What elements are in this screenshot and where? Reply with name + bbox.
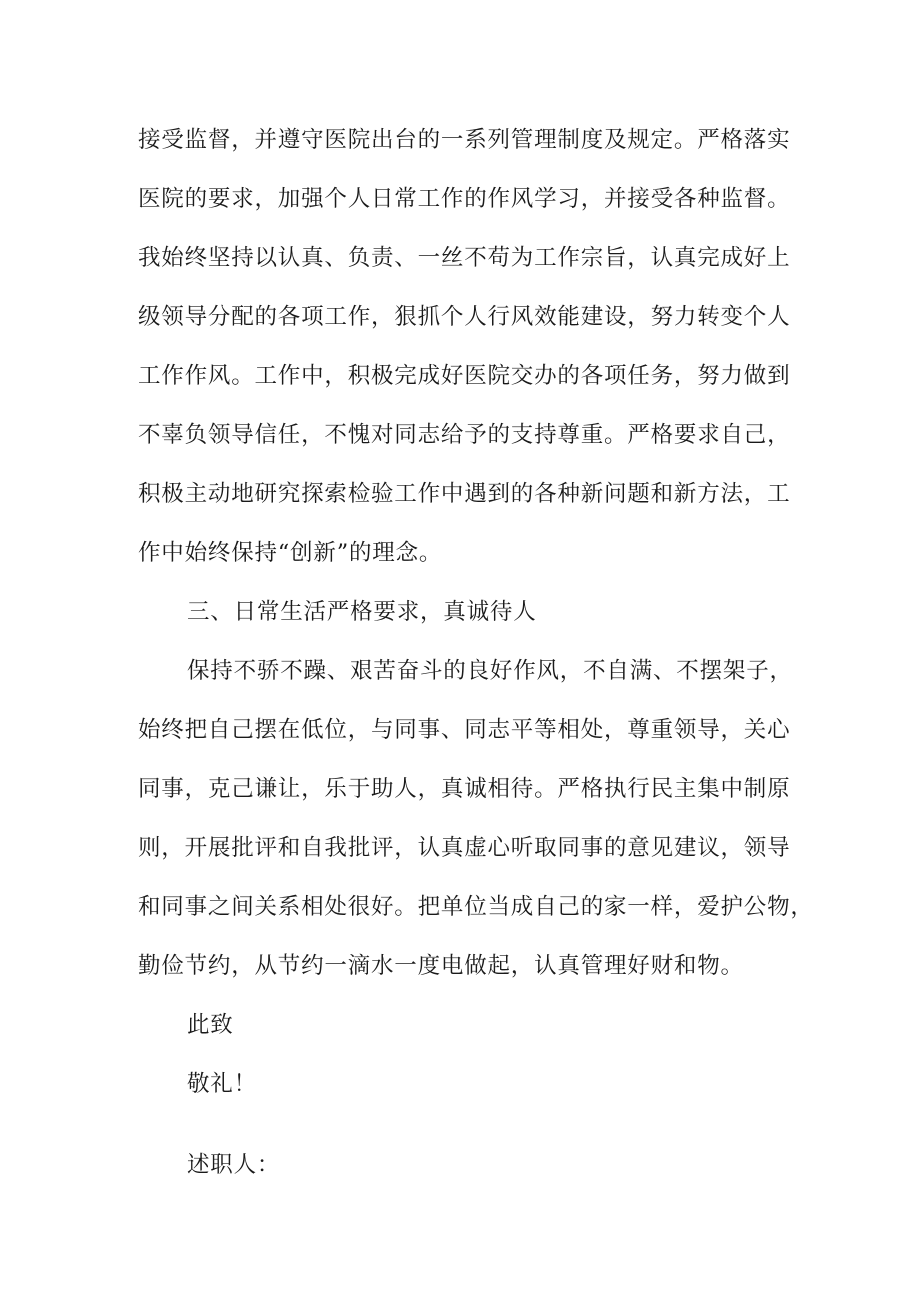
section-heading: 三、日常生活严格要求，真诚待人 xyxy=(187,599,537,625)
paragraph-line: 级领导分配的各项工作，狠抓个人行风效能建设，努力转变个人 xyxy=(138,304,791,330)
paragraph-line: 则，开展批评和自我批评，认真虚心听取同事的意见建议，领导 xyxy=(138,835,791,861)
paragraph-line: 勤俭节约，从节约一滴水一度电做起，认真管理好财和物。 xyxy=(138,953,744,979)
paragraph-line: 工作作风。工作中，积极完成好医院交办的各项任务，努力做到 xyxy=(138,363,791,389)
signature-label: 述职人： xyxy=(187,1152,281,1178)
closing-salutation: 此致 xyxy=(187,1012,234,1038)
paragraph-line: 不辜负领导信任，不愧对同志给予的支持尊重。严格要求自己， xyxy=(138,422,791,448)
paragraph-line: 保持不骄不躁、艰苦奋斗的良好作风，不自满、不摆架子， xyxy=(187,658,793,684)
paragraph-line: 同事，克己谦让，乐于助人，真诚相待。严格执行民主集中制原 xyxy=(138,776,791,802)
paragraph-line: 医院的要求，加强个人日常工作的作风学习，并接受各种监督。 xyxy=(138,186,791,212)
paragraph-line: 积极主动地研究探索检验工作中遇到的各种新问题和新方法，工 xyxy=(138,481,791,507)
paragraph-line: 我始终坚持以认真、负责、一丝不苟为工作宗旨，认真完成好上 xyxy=(138,245,791,271)
paragraph-line: 接受监督，并遵守医院出台的一系列管理制度及规定。严格落实 xyxy=(138,127,791,153)
paragraph-line: 始终把自己摆在低位，与同事、同志平等相处，尊重领导，关心 xyxy=(138,717,791,743)
paragraph-line: 和同事之间关系相处很好。把单位当成自己的家一样，爱护公物， xyxy=(138,894,814,920)
paragraph-line: 作中始终保持“创新”的理念。 xyxy=(138,540,443,566)
closing-regards: 敬礼！ xyxy=(187,1071,257,1097)
